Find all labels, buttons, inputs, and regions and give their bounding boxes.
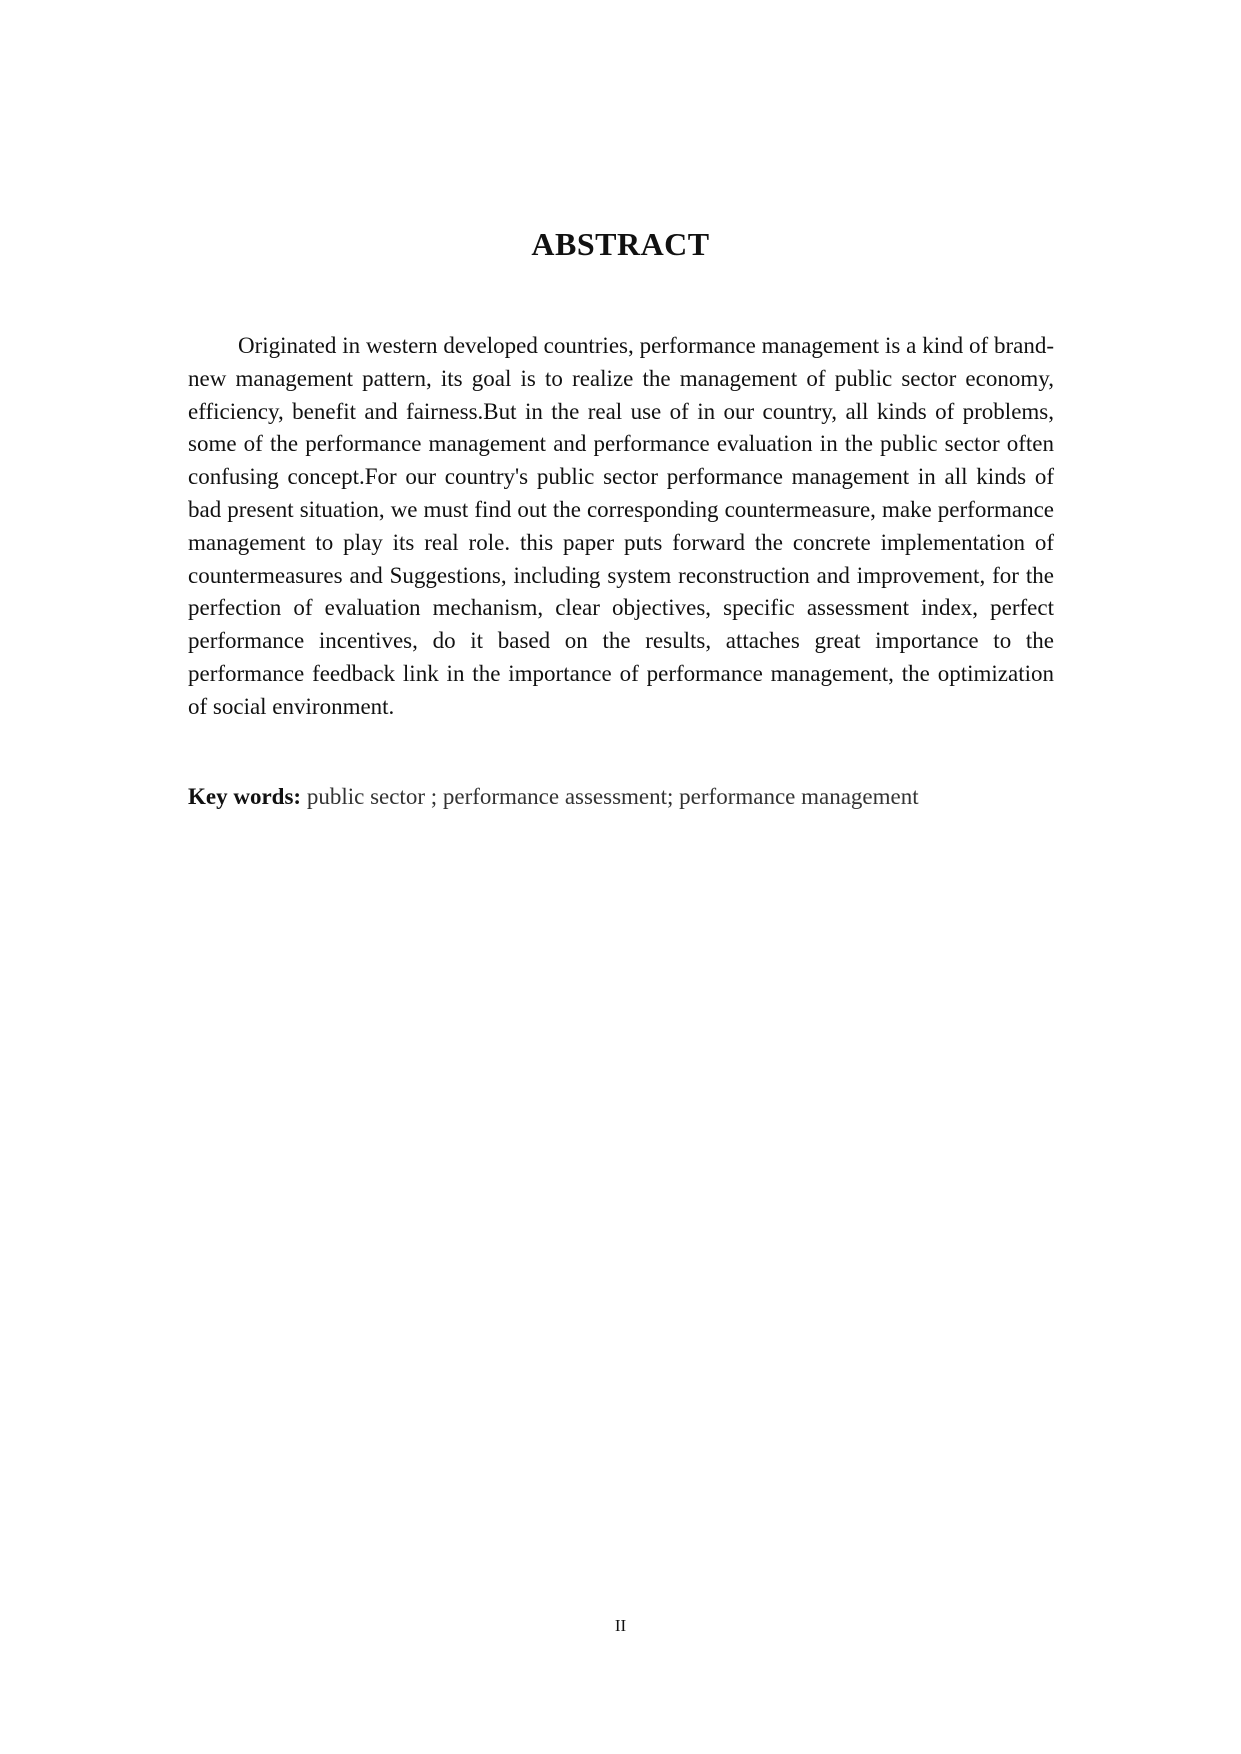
- keywords-label: Key words:: [188, 784, 302, 809]
- keywords-line: [188, 781, 1054, 813]
- page-number: II: [614, 1616, 627, 1635]
- keywords-values: public sector ; performance assessment; performance management: [301, 784, 919, 809]
- abstract-paragraph: Originated in western developed countries, performance management is a kind of brand-new management pattern, its goal is to realize the management of public sector economy, efficiency, benefit and fairness.But in the real use of in our country, all kinds of problems, some of the performance management and performance evaluation in the public sector often confusing concept.For our country's public sector performance management in all kinds of bad present situation, we must find out the corresponding countermeasure, make performance management to play its real role. this paper puts forward the concrete implementation of countermeasures and Suggestions, including system reconstruction and improvement, for the perfection of evaluation mechanism, clear objectives, specific assessment index, perfect performance incentives, do it based on the results, attaches great importance to the performance feedback link in the importance of performance management, the optimization of social environment.: [188, 333, 1054, 719]
- abstract-title: ABSTRACT: [531, 226, 710, 262]
